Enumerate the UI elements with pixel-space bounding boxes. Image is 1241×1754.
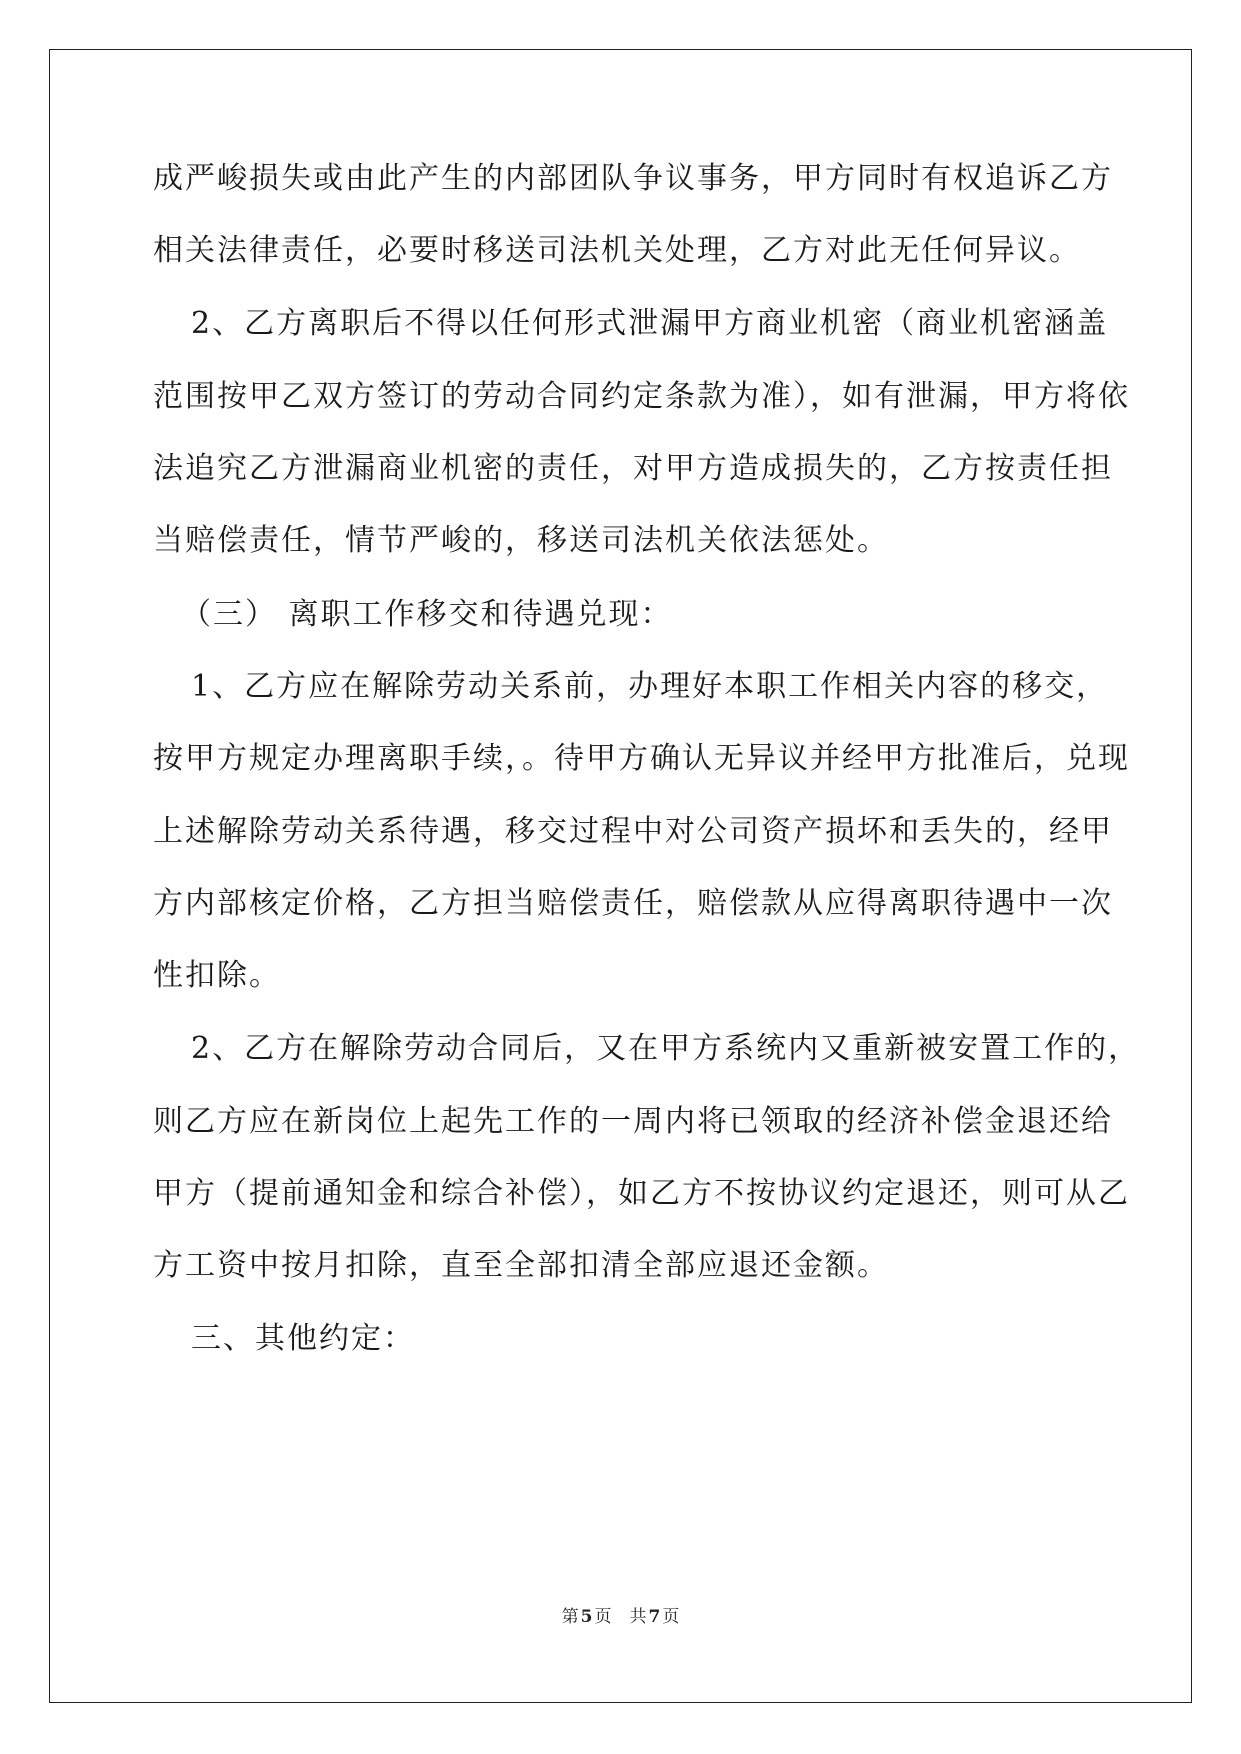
- text-line: 法追究乙方泄漏商业机密的责任，对甲方造成损失的，乙方按责任担: [153, 451, 1113, 486]
- text-line: 1、乙方应在解除劳动关系前，办理好本职工作相关内容的移交，: [191, 669, 1109, 704]
- total-suffix: 页: [662, 1607, 680, 1627]
- total-prefix: 共: [629, 1607, 647, 1627]
- text-line: 方工资中按月扣除，直至全部扣清全部应退还金额。: [153, 1248, 889, 1283]
- text-line: 2、乙方离职后不得以任何形式泄漏甲方商业机密（商业机密涵盖: [191, 306, 1109, 341]
- text-line: 甲方（提前通知金和综合补偿），如乙方不按协议约定退还，则可从乙: [153, 1176, 1130, 1211]
- text-line: 则乙方应在新岗位上起先工作的一周内将已领取的经济补偿金退还给: [153, 1104, 1113, 1139]
- text-line: 上述解除劳动关系待遇，移交过程中对公司资产损坏和丢失的，经甲: [153, 814, 1113, 849]
- text-line: 2、乙方在解除劳动合同后，又在甲方系统内又重新被安置工作的，: [191, 1031, 1141, 1066]
- text-line: 范围按甲乙双方签订的劳动合同约定条款为准），如有泄漏，甲方将依: [153, 379, 1130, 414]
- page-number: 5: [580, 1607, 593, 1627]
- text-line: 相关法律责任，必要时移送司法机关处理，乙方对此无任何异议。: [153, 233, 1081, 268]
- section-heading: 三、其他约定：: [191, 1321, 415, 1356]
- text-line: 成严峻损失或由此产生的内部团队争议事务，甲方同时有权追诉乙方: [153, 161, 1113, 196]
- text-line: 按甲方规定办理离职手续，。待甲方确认无异议并经甲方批准后，兑现: [153, 741, 1130, 776]
- page-footer: [0, 1602, 1241, 1627]
- page-border: [49, 49, 1192, 1703]
- text-line: 当赔偿责任，情节严峻的，移送司法机关依法惩处。: [153, 523, 889, 558]
- page-suffix: 页: [594, 1607, 612, 1627]
- section-heading: （三） 离职工作移交和待遇兑现：: [181, 597, 673, 632]
- text-line: 方内部核定价格，乙方担当赔偿责任，赔偿款从应得离职待遇中一次: [153, 886, 1113, 921]
- total-pages: 7: [648, 1607, 661, 1627]
- text-line: 性扣除。: [153, 958, 281, 993]
- page-prefix: 第: [561, 1607, 579, 1627]
